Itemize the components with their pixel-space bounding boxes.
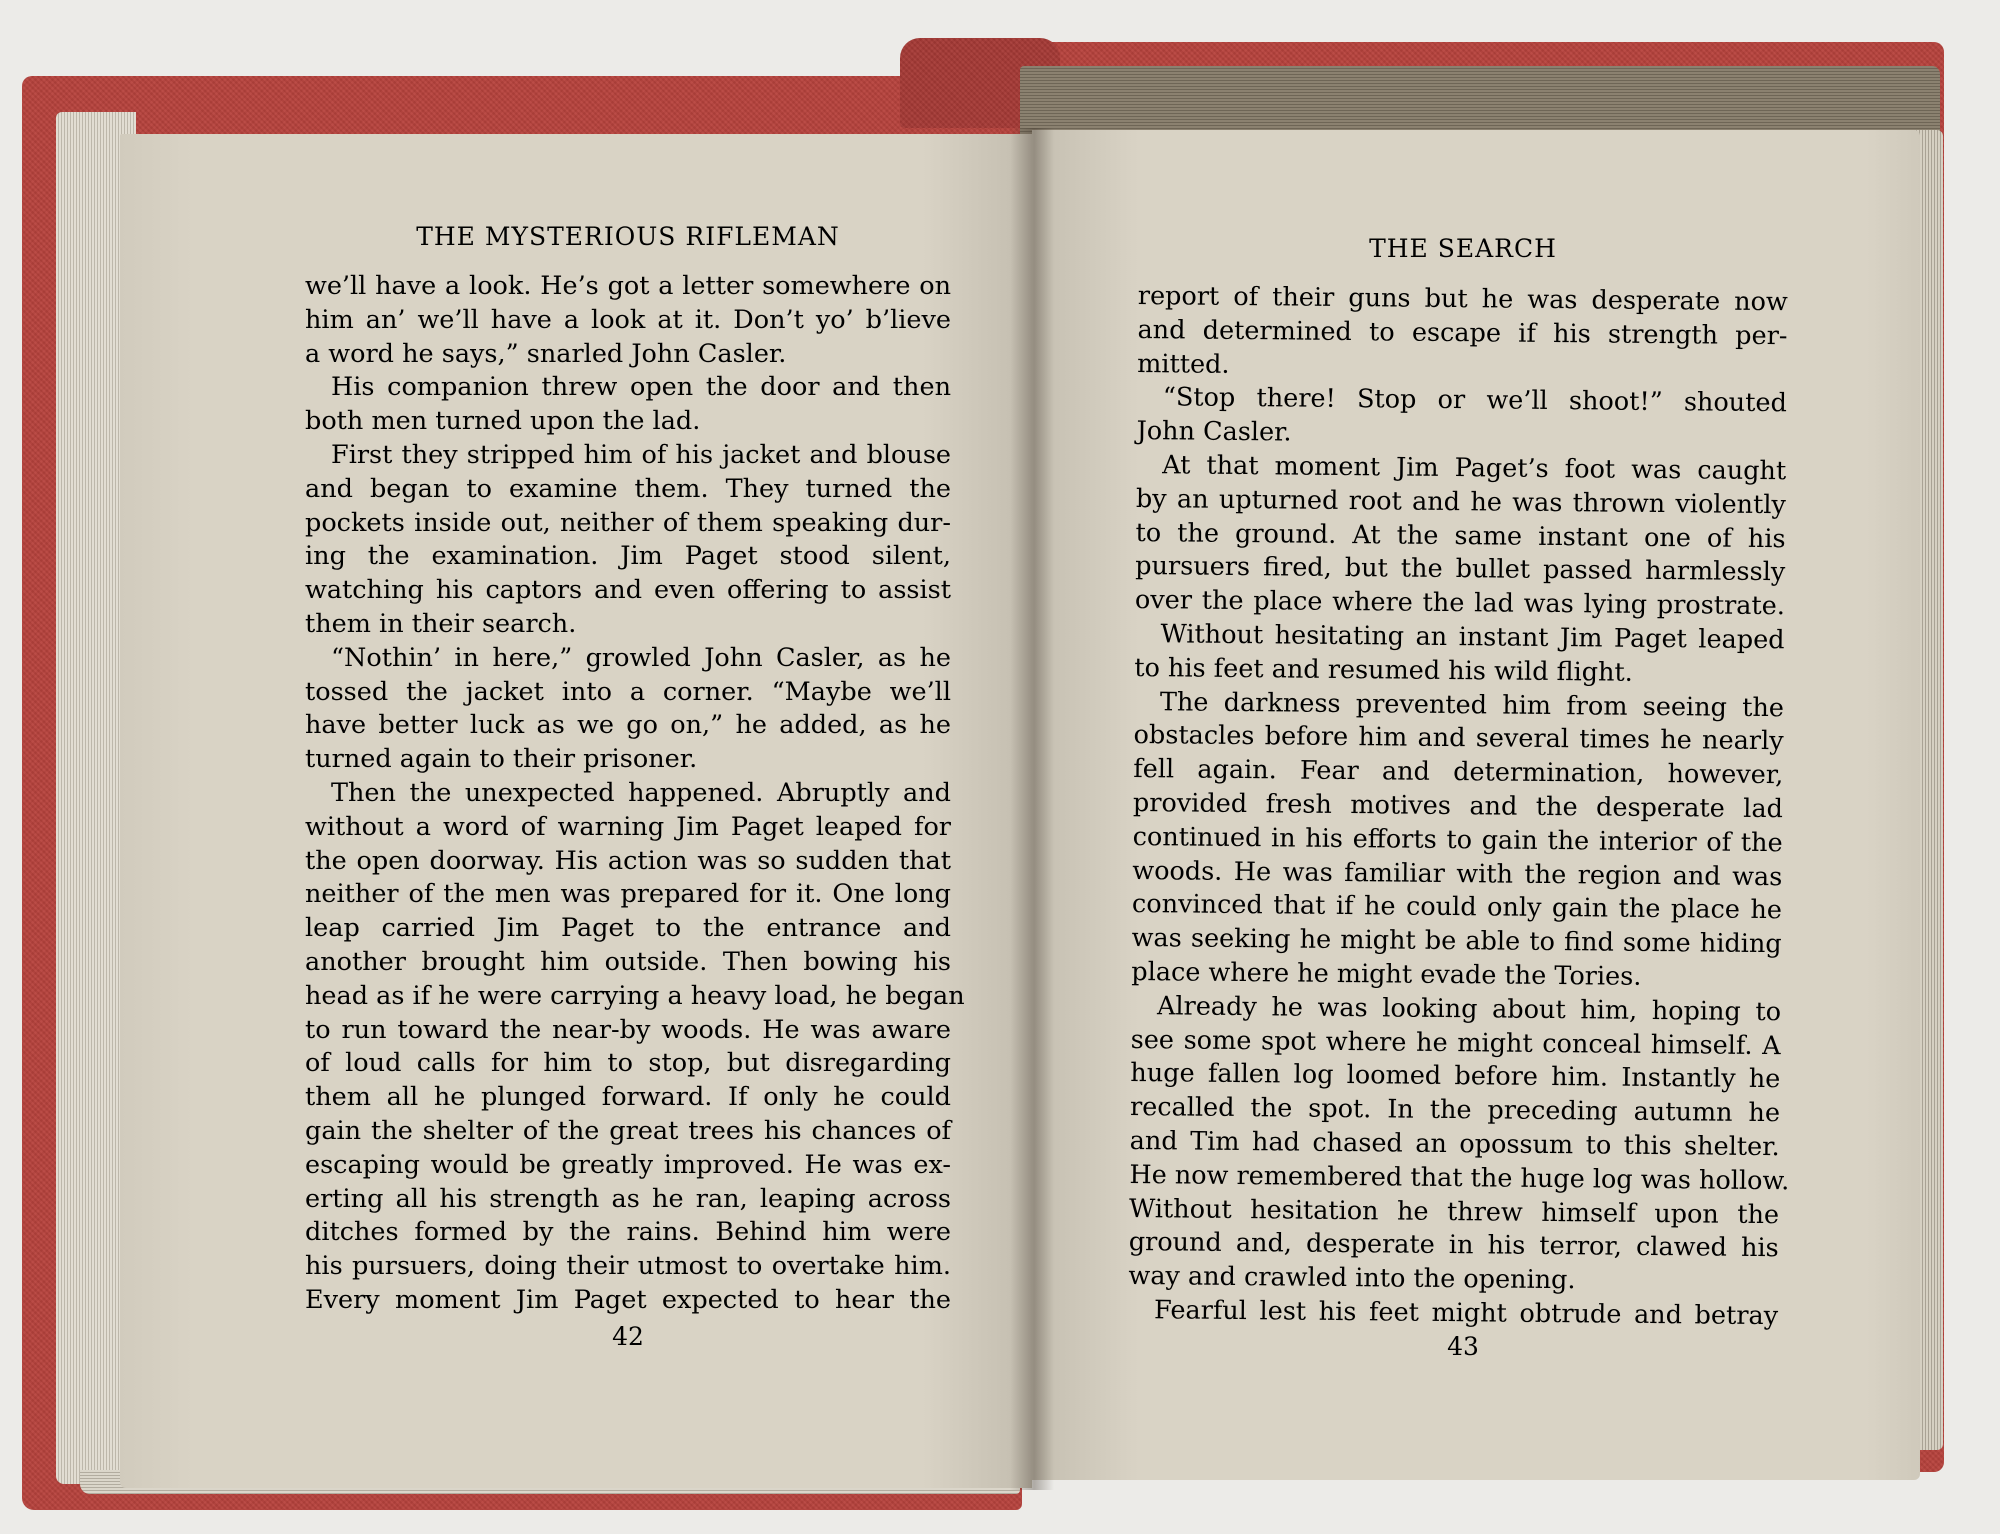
text-line: of loud calls for him to stop, but disregarding <box>305 1048 951 1079</box>
text-line: head as if he were carrying a heavy load, he began <box>305 980 965 1011</box>
text-line: neither of the men was prepared for it. One long <box>305 879 951 910</box>
text-line: “Nothin’ in here,” growled John Casler, as he <box>331 642 951 673</box>
text-line: see some spot where he might conceal himself. A <box>1130 1024 1781 1061</box>
right-page-text <box>1128 280 1788 1334</box>
left-page-number: 42 <box>612 1322 644 1351</box>
text-line: him an’ we’ll have a look at it. Don’t yo’ b’lieve <box>305 304 951 335</box>
text-line: was seeking he might be able to find some hiding <box>1131 923 1782 960</box>
text-line: pursuers fired, but the bullet passed harmlessly <box>1135 551 1786 588</box>
text-line: we’ll have a look. He’s got a letter somewhere on <box>305 271 951 301</box>
text-line: a word he says,” snarled John Casler. <box>305 338 787 369</box>
text-line: woods. He was familiar with the region and was <box>1132 855 1783 892</box>
text-line: the open doorway. His action was so sudden that <box>305 845 951 876</box>
text-line: gain the shelter of the great trees his chances of <box>305 1115 951 1146</box>
text-line: without a word of warning Jim Paget leaped for <box>305 811 951 842</box>
text-line: ground and, desperate in his terror, clawed his <box>1128 1227 1779 1264</box>
text-line: erting all his strength as he ran, leaping across <box>305 1183 951 1214</box>
text-line: He now remembered that the huge log was hollow. <box>1129 1159 1790 1197</box>
text-line: them all he plunged forward. If only he could <box>305 1082 951 1113</box>
text-line: His companion threw open the door and then <box>331 372 951 403</box>
text-line: mitted. <box>1137 348 1230 380</box>
text-line: fell again. Fear and determination, however, <box>1133 754 1784 791</box>
right-page-number: 43 <box>1447 1332 1479 1361</box>
text-line: way and crawled into the opening. <box>1128 1261 1576 1296</box>
text-line: report of their guns but he was desperate now <box>1137 280 1788 318</box>
text-line: escaping would be greatly improved. He was ex- <box>305 1149 951 1180</box>
text-line: Then the unexpected happened. Abruptly and <box>331 777 951 808</box>
text-line: to his feet and resumed his wild flight. <box>1134 652 1634 688</box>
text-line: tossed the jacket into a corner. “Maybe we’ll <box>305 676 951 707</box>
text-line: watching his captors and even offering to assist <box>305 575 951 606</box>
text-line: Without hesitation he threw himself upon the <box>1128 1193 1780 1230</box>
text-line: “Stop there! Stop or we’ll shoot!” shouted <box>1162 382 1787 419</box>
text-line: ditches formed by the rains. Behind him were <box>305 1217 951 1248</box>
text-line: First they stripped him of his jacket and blouse <box>331 439 951 470</box>
text-line: John Casler. <box>1136 416 1292 448</box>
text-line: and determined to escape if his strength per- <box>1137 314 1788 352</box>
text-line: huge fallen log loomed before him. Instantly he <box>1130 1058 1781 1095</box>
text-line: Every moment Jim Paget expected to hear the <box>305 1284 951 1315</box>
text-line: convinced that if he could only gain the place he <box>1131 889 1783 926</box>
text-line: by an upturned root and he was thrown violently <box>1135 483 1787 521</box>
text-line: and began to examine them. They turned the <box>305 473 951 504</box>
text-line: continued in his efforts to gain the interior of the <box>1132 821 1783 858</box>
book-gutter <box>1010 128 1054 1490</box>
text-line: place where he might evade the Tories. <box>1131 956 1642 992</box>
text-line: over the place where the lad was lying prostrate. <box>1134 585 1786 622</box>
text-line: to run toward the near-by woods. He was aware <box>305 1014 951 1045</box>
text-line: leap carried Jim Paget to the entrance and <box>305 913 951 944</box>
text-line: recalled the spot. In the preceding autumn he <box>1129 1092 1781 1129</box>
text-line: ing the examination. Jim Paget stood silent, <box>305 541 951 572</box>
text-line: Already he was looking about him, hoping to <box>1156 990 1782 1027</box>
text-line: At that moment Jim Paget’s foot was caught <box>1162 450 1787 487</box>
text-line: and Tim had chased an opossum to this shelter. <box>1129 1125 1780 1163</box>
text-line: The darkness prevented him from seeing the <box>1159 686 1785 723</box>
text-line: pockets inside out, neither of them speaking dur- <box>305 507 951 538</box>
left-running-head: THE MYSTERIOUS RIFLEMAN <box>416 222 840 251</box>
text-line: have better luck as we go on,” he added, as he <box>305 710 951 741</box>
right-running-head: THE SEARCH <box>1369 234 1557 263</box>
text-line: Fearful lest his feet might obtrude and betray <box>1153 1295 1779 1332</box>
text-line: to the ground. At the same instant one of his <box>1135 517 1786 554</box>
left-page-text <box>305 270 965 1318</box>
text-line: turned again to their prisoner. <box>305 744 698 775</box>
text-line: both men turned upon the lad. <box>305 406 701 437</box>
text-line: another brought him outside. Then bowing his <box>305 946 951 977</box>
text-line: Without hesitating an instant Jim Paget leaped <box>1160 619 1785 656</box>
text-line: his pursuers, doing their utmost to overtake him. <box>305 1251 951 1282</box>
text-line: obstacles before him and several times he nearly <box>1133 720 1784 757</box>
text-line: provided fresh motives and the desperate lad <box>1132 787 1784 825</box>
text-line: them in their search. <box>305 608 577 639</box>
